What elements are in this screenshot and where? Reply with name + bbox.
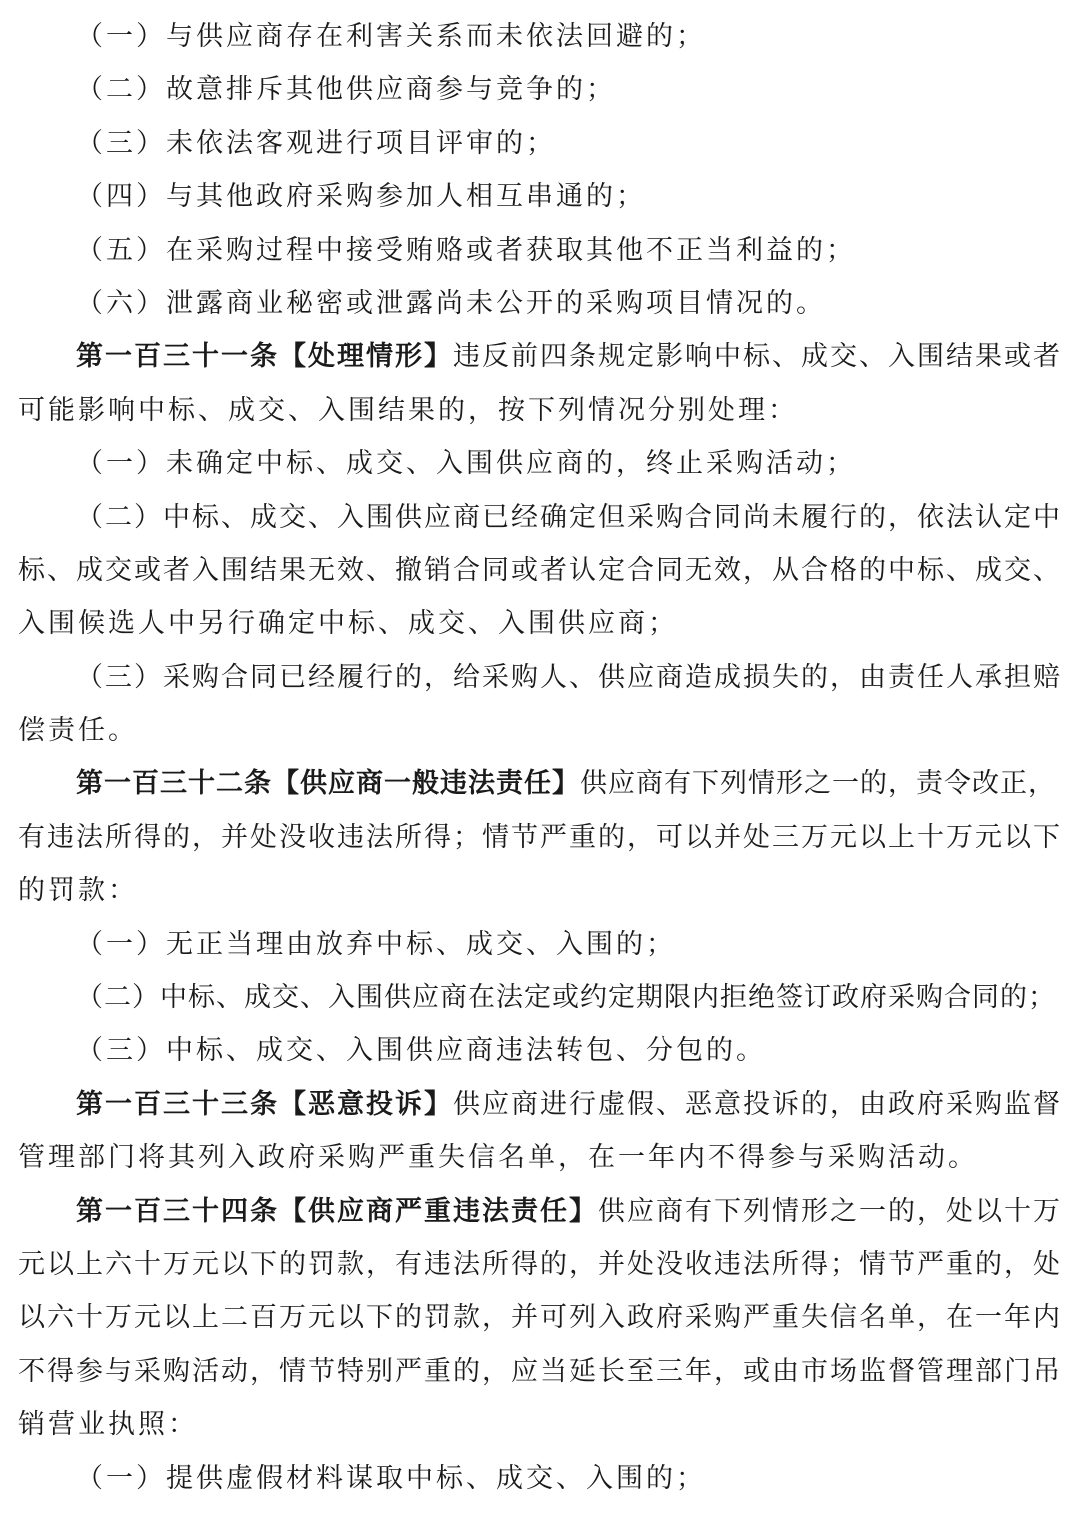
list-item: （三）未依法客观进行项目评审的； xyxy=(76,127,556,159)
article-131-first-line xyxy=(18,330,1062,383)
list-item: （一）无正当理由放弃中标、成交、入围的； xyxy=(76,928,676,960)
article-132-first-line xyxy=(18,757,1062,810)
list-item: （二）故意排斥其他供应商参与竞争的； xyxy=(76,74,616,106)
article-134-heading: 第一百三十四条 xyxy=(76,1195,279,1227)
list-item: （一）未确定中标、成交、入围供应商的，终止采购活动； xyxy=(76,448,856,480)
article-131-title: 【处理情形】 xyxy=(279,341,453,373)
article-131-text-line: 可能影响中标、成交、入围结果的，按下列情况分别处理： xyxy=(18,394,798,426)
article-133-heading: 第一百三十三条 xyxy=(76,1088,279,1120)
article-134-text-line: 元以上六十万元以下的罚款，有违法所得的，并处没收违法所得；情节严重的，处 xyxy=(18,1248,1062,1280)
article-132-text-line: 有违法所得的，并处没收违法所得；情节严重的，可以并处三万元以上十万元以下 xyxy=(18,821,1062,853)
article-134-text-line: 销营业执照： xyxy=(18,1409,198,1441)
list-item: （四）与其他政府采购参加人相互串通的； xyxy=(76,181,646,213)
list-item: （三）中标、成交、入围供应商违法转包、分包的。 xyxy=(76,1035,766,1067)
list-item: （三）采购合同已经履行的，给采购人、供应商造成损失的，由责任人承担赔 xyxy=(76,661,1062,693)
article-133-first-line xyxy=(18,1078,1062,1131)
article-133-title: 【恶意投诉】 xyxy=(279,1088,453,1120)
list-item-continuation: 入围候选人中另行确定中标、成交、入围供应商； xyxy=(18,608,678,640)
article-134-first-line xyxy=(18,1185,1062,1238)
article-131-text: 违反前四条规定影响中标、成交、入围结果或者 xyxy=(453,341,1062,373)
article-132-title: 【供应商一般违法责任】 xyxy=(272,768,580,800)
list-item: （二）中标、成交、入围供应商已经确定但采购合同尚未履行的，依法认定中 xyxy=(76,501,1062,533)
article-134-title: 【供应商严重违法责任】 xyxy=(279,1195,598,1227)
list-item: （五）在采购过程中接受贿赂或者获取其他不正当利益的； xyxy=(76,234,856,266)
article-133-text-line: 管理部门将其列入政府采购严重失信名单，在一年内不得参与采购活动。 xyxy=(18,1142,978,1174)
article-132-heading: 第一百三十二条 xyxy=(76,768,272,800)
article-134-text-line: 不得参与采购活动，情节特别严重的，应当延长至三年，或由市场监督管理部门吊 xyxy=(18,1355,1062,1387)
list-item-continuation: 偿责任。 xyxy=(18,715,138,747)
list-item: （六）泄露商业秘密或泄露尚未公开的采购项目情况的。 xyxy=(76,287,826,319)
article-132-text: 供应商有下列情形之一的，责令改正， xyxy=(580,768,1056,800)
article-131-heading: 第一百三十一条 xyxy=(76,341,279,373)
article-134-text: 供应商有下列情形之一的，处以十万 xyxy=(598,1195,1062,1227)
list-item: （二）中标、成交、入围供应商在法定或约定期限内拒绝签订政府采购合同的； xyxy=(76,982,1056,1014)
article-132-text-line: 的罚款： xyxy=(18,875,138,907)
list-item: （一）提供虚假材料谋取中标、成交、入围的； xyxy=(76,1462,706,1494)
article-134-text-line: 以六十万元以上二百万元以下的罚款，并可列入政府采购严重失信名单，在一年内 xyxy=(18,1302,1062,1334)
article-133-text: 供应商进行虚假、恶意投诉的，由政府采购监督 xyxy=(453,1088,1062,1120)
list-item: （一）与供应商存在利害关系而未依法回避的； xyxy=(76,21,706,52)
list-item-continuation: 标、成交或者入围结果无效、撤销合同或者认定合同无效，从合格的中标、成交、 xyxy=(18,554,1062,586)
